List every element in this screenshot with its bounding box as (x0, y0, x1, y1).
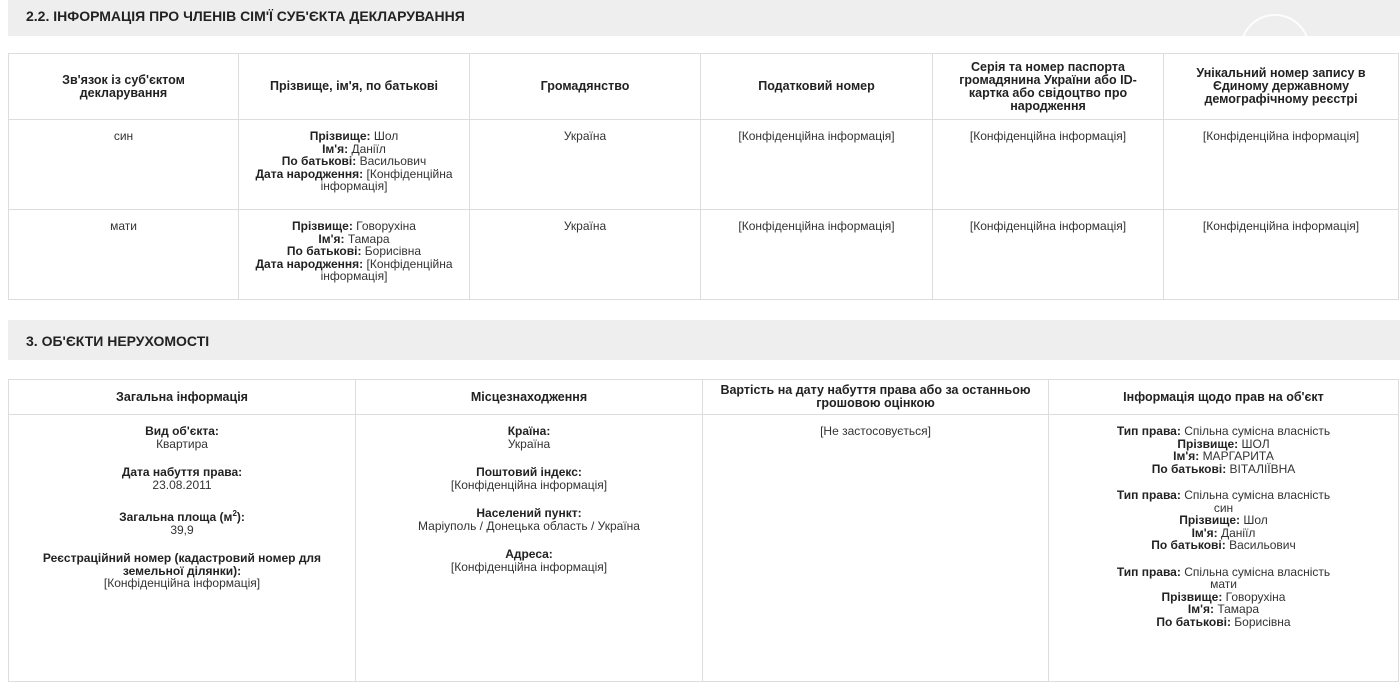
label-patronymic: По батькові: (286, 244, 362, 258)
label-name: Ім'я: (1187, 602, 1214, 616)
value-patronymic: Борисівна (1234, 614, 1291, 629)
header-register-number: Унікальний номер запису в Єдиному державному демографічному реєстрі (1164, 54, 1399, 120)
value-right-type: Спільна сумісна власність (1184, 564, 1331, 579)
header-value: Вартість на дату набуття права або за останньою грошовою оцінкою (703, 380, 1049, 415)
label-right-type: Тип права: (1116, 488, 1181, 502)
label-surname: Прізвище: (309, 129, 371, 143)
value-registration-number: [Конфіденційна інформація] (103, 576, 261, 590)
cell-passport: [Конфіденційна інформація] (933, 120, 1164, 210)
label-right-type: Тип права: (1116, 424, 1181, 438)
label-birth: Дата народження: (255, 166, 364, 181)
value-object-type: Квартира (156, 436, 208, 451)
label-address: Адреса: (505, 547, 553, 561)
label-surname: Прізвище: (1161, 589, 1223, 604)
label-right-type: Тип права: (1116, 564, 1181, 579)
value-birth: [Конфіденційна інформація] (320, 256, 453, 283)
value-birth: [Конфіденційна інформація] (320, 166, 453, 193)
value-name: Даніїл (1220, 525, 1256, 540)
table-header-row (9, 54, 1399, 120)
value-country: Україна (507, 436, 551, 451)
cell-full-name (239, 120, 470, 210)
cell-register-number: [Конфіденційна інформація] (1164, 210, 1399, 300)
table-row (9, 120, 1399, 210)
header-rights-info: Інформація щодо прав на об'єкт (1049, 380, 1399, 415)
value-patronymic: Борисівна (364, 244, 422, 258)
value-right-type: Спільна сумісна власність (1184, 488, 1331, 502)
cell-citizenship: Україна (470, 210, 701, 300)
rights-entry (1095, 489, 1352, 552)
label-patronymic: По батькові: (281, 154, 357, 168)
cell-value: [Не застосовується] (703, 415, 1049, 682)
value-surname: Шол (1243, 513, 1268, 527)
section-family-title: 2.2. ІНФОРМАЦІЯ ПРО ЧЛЕНІВ СІМ'Ї СУБ'ЄКТА ДЕКЛАРУВАННЯ (8, 0, 1400, 36)
header-general-info: Загальна інформація (9, 380, 356, 415)
value-patronymic: ВІТАЛІЇВНА (1229, 461, 1296, 476)
cell-rights-info (1049, 415, 1399, 682)
value-patronymic: Васильович (1229, 538, 1296, 552)
value-total-area: 39,9 (170, 522, 194, 537)
cell-passport: [Конфіденційна інформація] (933, 210, 1164, 300)
value-name: Тамара (347, 231, 390, 246)
value-name: Даніїл (351, 141, 386, 156)
rights-entry (1095, 425, 1352, 475)
value-name: МАРГАРИТА (1202, 449, 1274, 463)
cell-relation: син (9, 120, 239, 210)
header-tax-number: Податковий номер (701, 54, 933, 120)
value-surname: ШОЛ (1241, 436, 1270, 451)
section-realty-title: 3. ОБ'ЄКТИ НЕРУХОМОСТІ (8, 320, 1400, 360)
label-name: Ім'я: (1173, 449, 1200, 463)
label-surname: Прізвище: (292, 219, 353, 233)
value-name: Тамара (1217, 602, 1260, 616)
cell-tax-number: [Конфіденційна інформація] (701, 210, 933, 300)
label-patronymic: По батькові: (1151, 461, 1227, 476)
rights-entry (1095, 566, 1352, 629)
table-header-row (9, 380, 1399, 415)
label-surname: Прізвище: (1177, 436, 1239, 451)
value-city: Маріуполь / Донецька область / Україна (418, 518, 640, 533)
label-surname: Прізвище: (1179, 513, 1241, 527)
label-name: Ім'я: (1191, 525, 1218, 540)
cell-citizenship: Україна (470, 120, 701, 210)
label-total-area: Загальна площа $(м^2)$: (119, 509, 245, 524)
family-members-table (8, 53, 1399, 300)
value-surname: Шол (373, 129, 399, 143)
label-object-type: Вид об'єкта: (145, 424, 219, 438)
header-passport: Серія та номер паспорта громадянина України або ID-картка або свідоцтво про народження (933, 54, 1164, 120)
label-registration-number: Реєстраційний номер (кадастровий номер для земельної ділянки): (42, 551, 322, 578)
table-row (9, 210, 1399, 300)
cell-tax-number: [Конфіденційна інформація] (701, 120, 933, 210)
label-patronymic: По батькові: (1156, 614, 1231, 629)
label-zip: Поштовий індекс: (476, 465, 582, 479)
cell-register-number: [Конфіденційна інформація] (1164, 120, 1399, 210)
label-birth: Дата народження: (255, 256, 364, 271)
value-surname: Говорухіна (356, 219, 416, 233)
label-name: Ім'я: (322, 141, 349, 156)
cell-relation: мати (9, 210, 239, 300)
header-citizenship: Громадянство (470, 54, 701, 120)
label-name: Ім'я: (318, 231, 345, 246)
real-estate-table (8, 379, 1399, 682)
label-patronymic: По батькові: (1151, 538, 1226, 552)
value-acquisition-date: 23.08.2011 (152, 477, 212, 492)
value-relation: син (1213, 500, 1234, 515)
label-country: Країна: (507, 424, 551, 438)
value-address: [Конфіденційна інформація] (450, 559, 608, 574)
value-right-type: Спільна сумісна власність (1184, 424, 1331, 438)
header-relation: Зв'язок із суб'єктом декларування (9, 54, 239, 120)
label-acquisition-date: Дата набуття права: (121, 465, 243, 479)
cell-full-name (239, 210, 470, 300)
header-full-name: Прізвище, ім'я, по батькові (239, 54, 470, 120)
value-zip: [Конфіденційна інформація] (450, 477, 608, 492)
header-location: Місцезнаходження (356, 380, 703, 415)
label-city: Населений пункт: (476, 506, 582, 520)
table-row (9, 415, 1399, 682)
cell-general-info (9, 415, 356, 682)
cell-location (356, 415, 703, 682)
value-relation: мати (1210, 577, 1237, 591)
value-patronymic: Васильович (359, 154, 427, 168)
value-surname: Говорухіна (1225, 589, 1286, 604)
